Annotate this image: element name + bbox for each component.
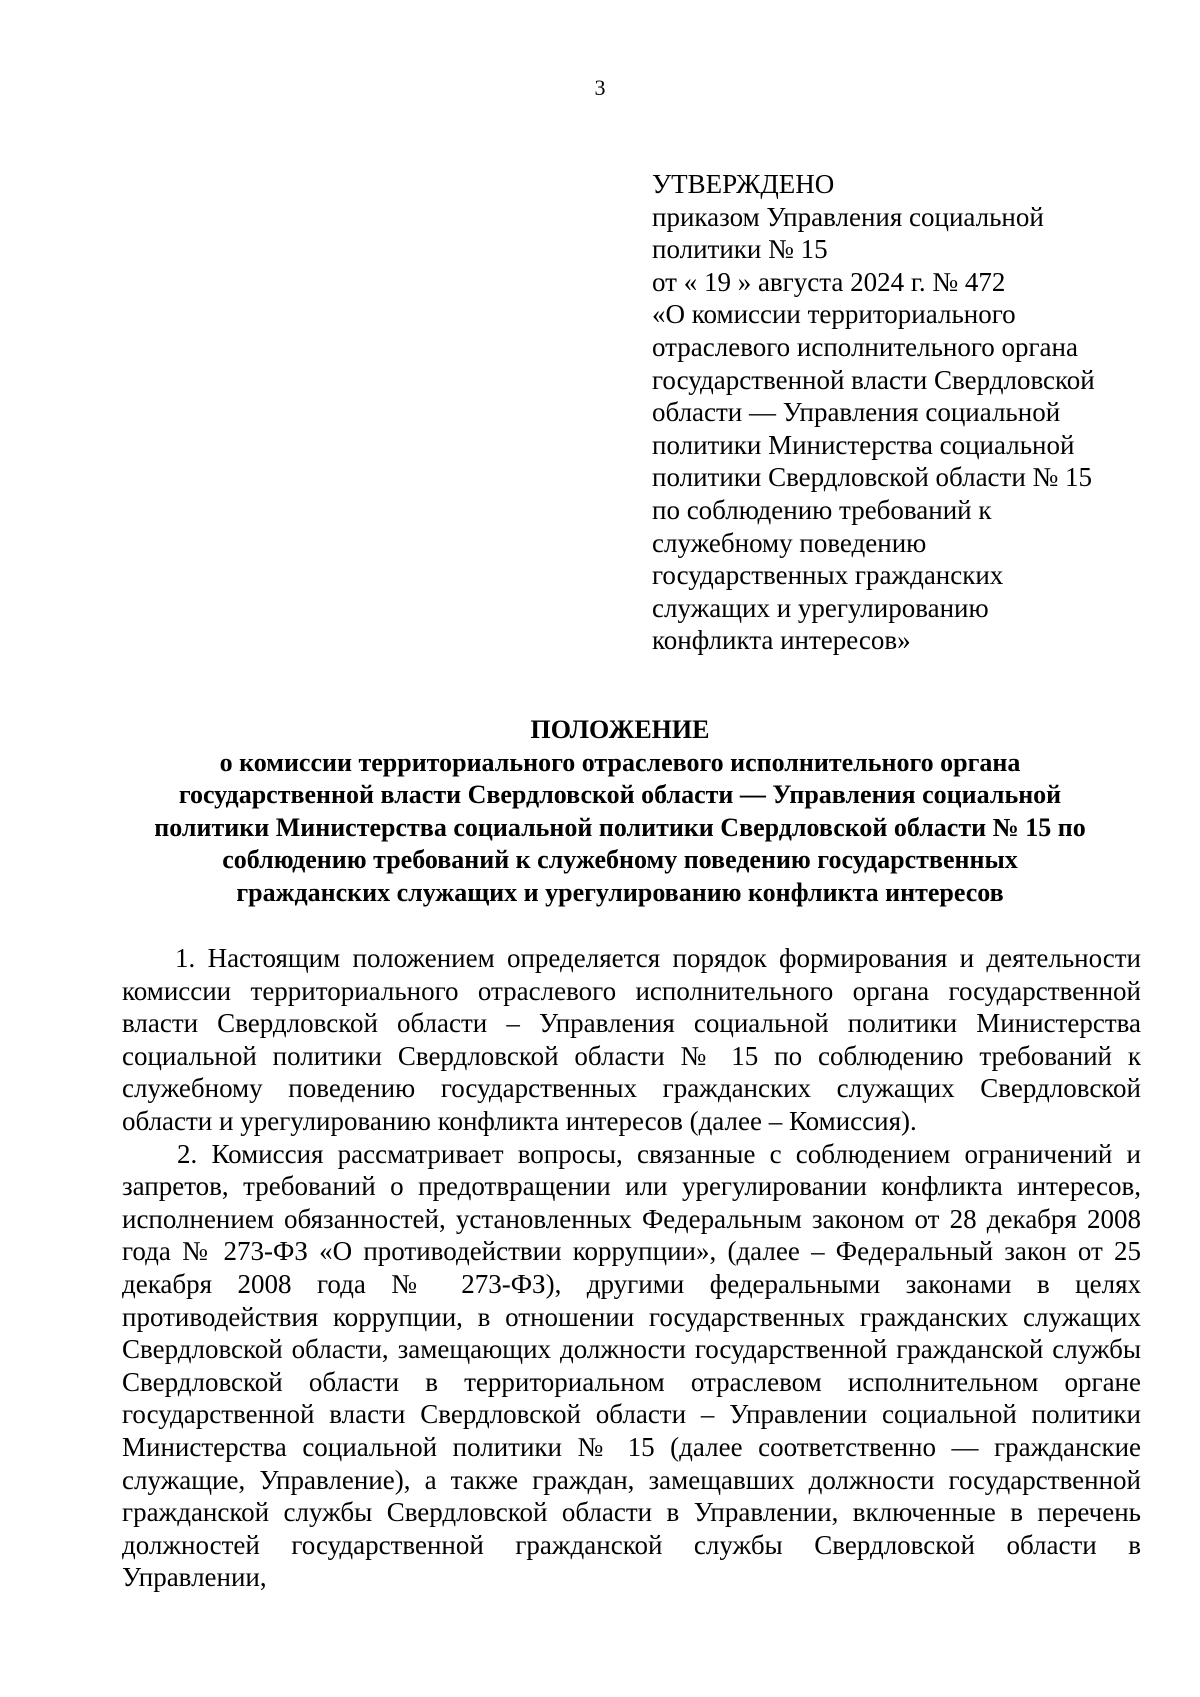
document-subtitle-line: соблюдению требований к служебному поведению государственных [222,845,1018,875]
approval-line: конфликта интересов» [652,625,911,656]
approval-line: государственной власти Свердловской [652,364,1095,395]
approval-line: по соблюдению требований к [652,494,992,525]
approval-line: политики Свердловской области № 15 [652,462,1093,493]
approval-line: государственных гражданских [652,560,1004,591]
approval-line: от « 19 » августа 2024 г. № 472 [652,266,1006,297]
document-body [122,942,1141,1594]
approval-line: отраслевого исполнительного органа [652,331,1078,362]
approval-line: служебному поведению [652,527,927,558]
page-number: 3 [594,75,606,100]
approval-line: политики № 15 [652,234,828,265]
approval-line: политики Министерства социальной [652,429,1075,460]
approval-line: области — Управления социальной [652,397,1061,428]
approval-stamp-block [652,168,1172,657]
approval-line: приказом Управления социальной [652,201,1044,232]
document-subtitle-line: о комиссии территориального отраслевого исполнительного органа [219,747,1021,777]
approval-line: УТВЕРЖДЕНО [652,169,835,199]
approval-line: «О комиссии территориального [652,299,1016,330]
document-subtitle-line: политики Министерства социальной политики Свердловской области № 15 по [154,812,1086,842]
document-subtitle-line: гражданских служащих и урегулированию конфликта интересов [236,877,1004,907]
paragraph-1: 1. Настоящим положением определяется порядок формирования и деятельности комиссии территориального отраслевого исполнительного органа государственной власти Свердловской области – Управления социальной политики Министерства социальной политики Свердловской области № 15 по соблюдению требований к служебному поведению государственных гражданских служащих Свердловской области и урегулированию конфликта интересов (далее – Комиссия). [122,943,1141,1136]
paragraph-2: 2. Комиссия рассматривает вопросы, связанные с соблюдением ограничений и запретов, требований о предотвращении или урегулировании конфликта интересов, исполнением обязанностей, установленных Федеральным законом от 28 декабря 2008 года № 273-ФЗ «О противодействии коррупции», (далее – Федеральный закон от 25 декабря 2008 года № 273-ФЗ), другими федеральными законами в целях противодействия коррупции, в отношении государственных гражданских служащих Свердловской области, замещающих должности государственной гражданской службы Свердловской области в территориальном отраслевом исполнительном органе государственной власти Свердловской области – Управлении социальной политики Министерства социальной политики № 15 (далее соответственно — гражданские служащие, Управление), а также граждан, замещавших должности государственной гражданской службы Свердловской области в Управлении, включенные в перечень должностей государственной гражданской службы Свердловской области в Управлении, [122,1138,1141,1593]
document-title-block [110,714,1130,910]
approval-line: служащих и урегулированию [652,592,989,623]
document-heading: ПОЛОЖЕНИЕ [530,715,710,744]
document-subtitle-line: государственной власти Свердловской области — Управления социальной [178,780,1062,810]
